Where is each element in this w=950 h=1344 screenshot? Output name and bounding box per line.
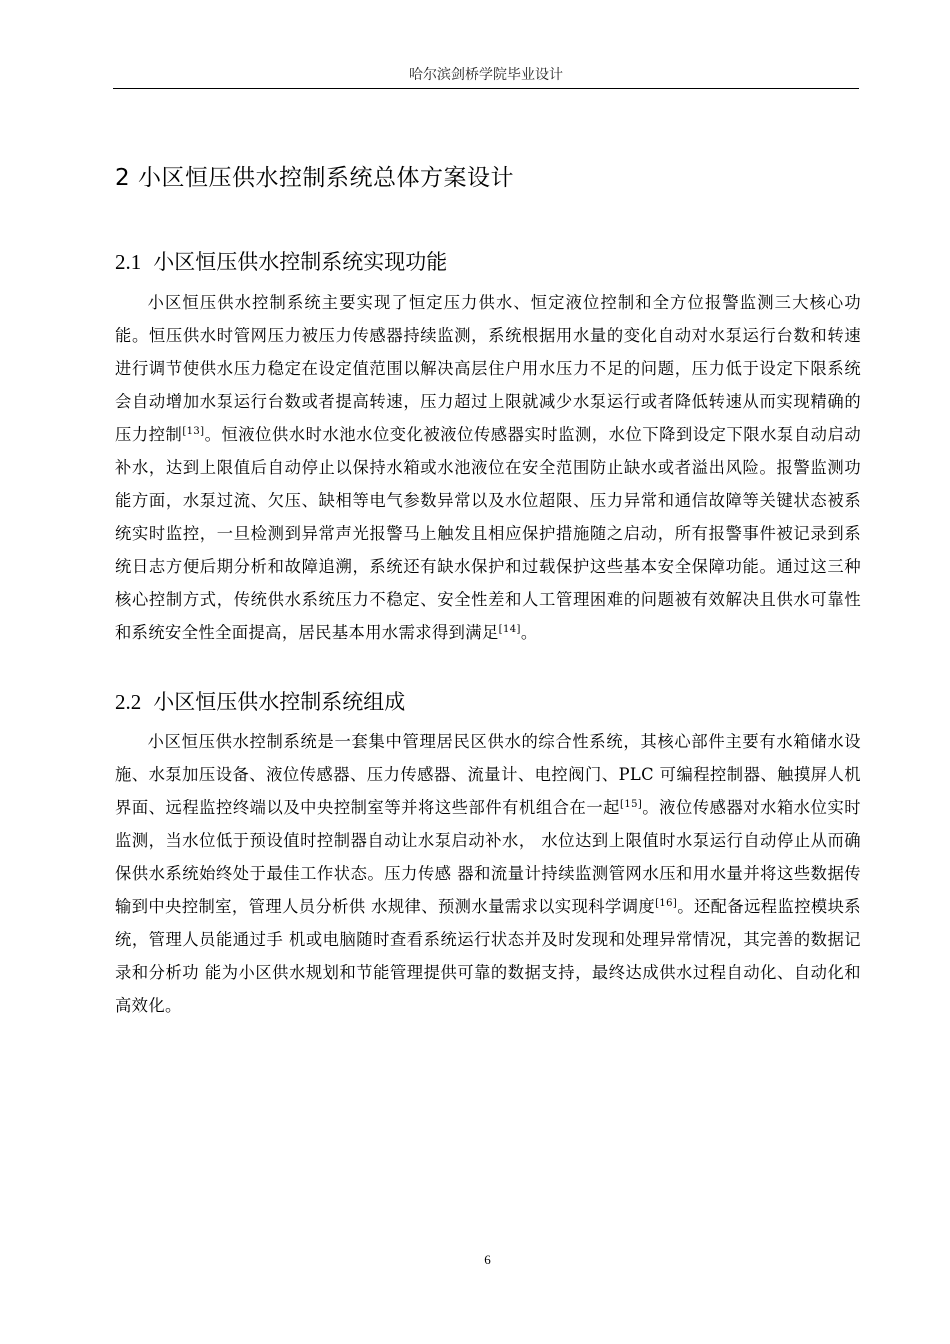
section-2-2-paragraph [115, 725, 861, 1022]
citation-ref: [15] [620, 799, 643, 810]
section-title-text: 小区恒压供水控制系统组成 [153, 690, 406, 714]
paragraph-text: 。液位传感器对水箱水位实时监测，当水位低于预设值时控制器自动让水泵启动补水， 水位达到上限值时水泵运行自动停止从而确保供水系统始终处于最佳工作状态。压力传感 器和流量计持续监测管网水压和用水量并将这些数据传输到中央控制室，管理人员分析供 水规律、预测水量需求以实现科学调度 [115, 798, 861, 916]
chapter-title: 2 小区恒压供水控制系统总体方案设计 [115, 165, 514, 191]
paragraph-text: 小区恒压供水控制系统是一套集中管理居民区供水的综合性系统，其核心部件主要有水箱储水设施、水泵加压设备、液位传感器、压力传感器、流量计、电控阀门、PLC 可编程控制器、触摸屏人机界面、远程监控终端以及中央控制室等并将这些部件有机组合在一起 [115, 732, 861, 817]
paragraph-text: 小区恒压供水控制系统主要实现了恒定压力供水、恒定液位控制和全方位报警监测三大核心功能。恒压供水时管网压力被压力传感器持续监测，系统根据用水量的变化自动对水泵运行台数和转速进行调节使供水压力稳定在设定值范围以解决高层住户用水压力不足的问题，压力低于设定下限系统会自动增加水泵运行台数或者提高转速，压力超过上限就减少水泵运行或者降低转速从而实现精确的压力控制 [115, 293, 861, 444]
paragraph-text: 。 [520, 623, 538, 642]
citation-ref: [13] [182, 426, 205, 437]
paragraph-text: 。恒液位供水时水池水位变化被液位传感器实时监测，水位下降到设定下限水泵自动启动补水，达到上限值后自动停止以保持水箱或水池液位在安全范围防止缺水或者溢出风险。报警监测功能方面，水泵过流、欠压、缺相等电气参数异常以及水位超限、压力异常和通信故障等关键状态被系统实时监控，一旦检测到异常声光报警马上触发且相应保护措施随之启动，所有报警事件被记录到系统日志方便后期分析和故障追溯，系统还有缺水保护和过载保护这些基本安全保障功能。通过这三种核心控制方式，传统供水系统压力不稳定、安全性差和人工管理困难的问题被有效解决且供水可靠性和系统安全性全面提高，居民基本用水需求得到满足 [115, 425, 861, 642]
page-number: 6 [484, 1252, 491, 1267]
page-header: 哈尔滨剑桥学院毕业设计 [409, 67, 563, 83]
section-title-text: 小区恒压供水控制系统实现功能 [153, 250, 448, 274]
section-number: 2.1 [115, 250, 142, 274]
section-2-1-paragraph [115, 286, 861, 649]
citation-ref: [14] [498, 624, 521, 635]
section-number: 2.2 [115, 690, 142, 714]
header-divider [113, 88, 859, 89]
citation-ref: [16] [655, 898, 678, 909]
section-heading-2-2 [115, 687, 405, 717]
paragraph-text: 。还配备远程监控模块系统，管理人员能通过手 机或电脑随时查看系统运行状态并及时发现和处理异常情况，其完善的数据记录和分析功 能为小区供水规划和节能管理提供可靠的数据支持，最终达成供水过程自动化、自动化和 高效化。 [115, 897, 861, 1015]
section-heading-2-1 [115, 247, 447, 277]
